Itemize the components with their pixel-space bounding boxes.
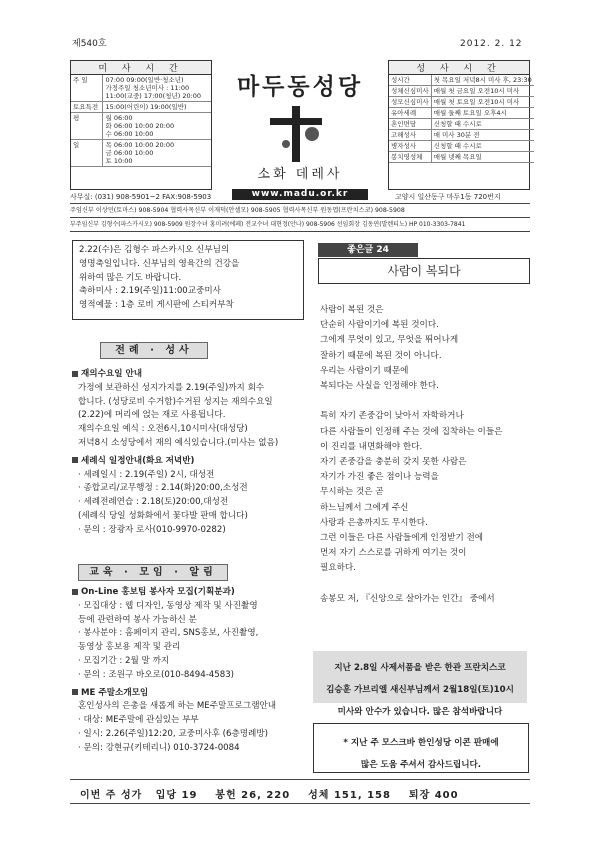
schedule-key: 토요특전 bbox=[71, 102, 103, 113]
notice-line: 2.22(수)은 김형수 파스카시오 신부님의 bbox=[79, 245, 230, 255]
sacrament-schedule-box bbox=[388, 60, 530, 190]
thanks-notice-box bbox=[313, 723, 529, 773]
schedule-row bbox=[389, 86, 534, 97]
schedule-row bbox=[389, 75, 534, 86]
item-line: · 대상: ME주말에 관심있는 부부 bbox=[78, 715, 199, 726]
contact-address: 고양시 일산동구 마두1동 720번지 bbox=[395, 193, 501, 201]
item-line: · 문의 : 조원구 바오로(010-8494-4583) bbox=[78, 669, 235, 680]
sacrament-schedule-table bbox=[389, 75, 534, 163]
gospel-line bbox=[320, 394, 530, 409]
item-heading-text: ME 주말소개모임 bbox=[81, 687, 149, 698]
contact-office: 사무실: (031) 908-5901~2 FAX:908-5903 bbox=[70, 193, 212, 201]
notice-line: 많은 도움 주셔서 감사드립니다. bbox=[360, 759, 482, 770]
gospel-line: 필요하다. bbox=[320, 563, 356, 574]
section-edu-title: 교육 · 모임 · 알림 bbox=[78, 564, 228, 581]
item-line: · 세례일시 : 2.19(주일) 2시, 대성전 bbox=[78, 469, 215, 480]
gospel-line: 무시하는 것은 곧 bbox=[320, 487, 384, 498]
gospel-line: 다른 사람들이 인정해 주는 것에 집착하는 이들은 bbox=[320, 426, 503, 437]
item-heading bbox=[72, 455, 302, 469]
gospel-line: 하느님께서 그에게 주신 bbox=[320, 502, 409, 513]
schedule-value: 매월 첫 금요일 오전10시 미사 bbox=[431, 86, 534, 97]
item-line: · 모집대상 : 웹 디자인, 동영상 제작 및 사진촬영 bbox=[78, 600, 258, 611]
item-line: · 문의 : 장광자 로사(010-9970-0282) bbox=[78, 524, 226, 535]
notice-line: 미사와 안수가 있습니다. 많은 참석바랍니다 bbox=[337, 707, 503, 718]
gospel-line: 자기 존중감을 충분히 갖지 못한 사람은 bbox=[320, 457, 467, 468]
schedule-key: 성시간 bbox=[389, 75, 431, 86]
gospel-line: 송봉모 저, 『신앙으로 살아가는 인간』 중에서 bbox=[320, 593, 495, 604]
parish-subtitle: 소화 데레사 bbox=[257, 167, 343, 182]
schedule-key: 고해성사 bbox=[389, 130, 431, 141]
gospel-tab: 좋은글 24 bbox=[318, 243, 418, 257]
gospel-line: 단순히 사람이기에 복된 것이다. bbox=[320, 320, 439, 331]
ordination-notice-box bbox=[313, 651, 527, 718]
item-heading bbox=[72, 368, 302, 382]
schedule-key: 일 bbox=[71, 140, 103, 167]
item-line: · 모집기간 : 2월 말 까지 bbox=[78, 655, 170, 666]
gospel-line: 자기가 가진 좋은 점이나 능력을 bbox=[320, 472, 439, 483]
hymn-footer: 이번 주 성가 입당 19 봉헌 26, 220 성체 151, 158 퇴장 400 bbox=[80, 790, 459, 801]
square-bullet-icon bbox=[72, 457, 78, 463]
schedule-key: 유아세례 bbox=[389, 108, 431, 119]
schedule-key: 병자성사 bbox=[389, 141, 431, 152]
gospel-title-box: 사람이 복되다 bbox=[318, 258, 530, 284]
edu-section bbox=[72, 586, 302, 756]
sacrament-schedule-heading: 성 사 시 간 bbox=[389, 61, 529, 75]
gospel-line: 이 진리를 내면화해야 한다. bbox=[320, 441, 423, 452]
schedule-row bbox=[71, 75, 211, 102]
item-line: · 종합교리/교무행정 : 2.14(화)20:00,소성전 bbox=[78, 483, 248, 494]
parish-name: 마두동성당 bbox=[236, 74, 364, 100]
issue-date: 2012. 2. 12 bbox=[460, 39, 523, 49]
item-line: 저녁8시 소성당에서 재의 예식있습니다.(미사는 없음) bbox=[78, 437, 279, 448]
feast-notice-box bbox=[72, 240, 304, 320]
item-heading-text: On-Line 홍보팀 봉사자 모집(기획분과) bbox=[81, 587, 235, 597]
schedule-value: 월 06:00 화 06:00 10:00 20:00 수 06:00 10:00 bbox=[103, 113, 211, 140]
gospel-line: 그에게 무엇이 있고, 무엇을 뛰어나게 bbox=[320, 335, 459, 346]
schedule-value: 매 미사 30분 전 bbox=[431, 130, 534, 141]
schedule-key: 성체신심미사 bbox=[389, 86, 431, 97]
schedule-value: 매월 첫 토요일 오전10시 미사 bbox=[431, 97, 534, 108]
gospel-line: 잘하기 때문에 복된 것이 아니다. bbox=[320, 350, 442, 361]
square-bullet-icon bbox=[72, 589, 78, 595]
item-heading bbox=[72, 687, 302, 701]
notice-line: 김승훈 가브리엘 새신부님께서 2월18일(토)10시 bbox=[326, 684, 514, 695]
schedule-row bbox=[389, 130, 534, 141]
item-line: 재의수요일 예식 : 오전6시,10시미사(대성당) bbox=[78, 424, 248, 435]
notice-line: 영적예물 : 1층 로비 게시판에 스티커부착 bbox=[79, 300, 234, 311]
schedule-row bbox=[71, 102, 211, 113]
notice-line: 지난 2.8일 사제서품을 받은 한관 프란치스코 bbox=[334, 662, 506, 673]
item-line: · 일시: 2.26(주일)12:20, 교중미사후 (6층명례방) bbox=[78, 728, 268, 739]
gospel-text bbox=[320, 303, 530, 607]
schedule-row bbox=[389, 108, 534, 119]
item-line: (2.22)에 머리에 얹는 재로 사용됩니다. bbox=[78, 410, 226, 421]
gospel-line: 복되다는 사실을 인정해야 한다. bbox=[320, 381, 439, 392]
schedule-value: 07:00 09:00(일반·청소년) 가정주일 청소년미사 : 11:00 11:00(교중) 17:00(청년) 20:00 bbox=[103, 75, 211, 102]
gospel-line: 그런 이들은 다른 사람들에게 인정받기 전에 bbox=[320, 533, 484, 544]
notice-line: 위하여 많은 기도 바랍니다. bbox=[79, 272, 182, 283]
schedule-key: 평 bbox=[71, 113, 103, 140]
schedule-key: 성모신심미사 bbox=[389, 97, 431, 108]
schedule-value: 신청할 때 수시로 bbox=[431, 141, 534, 152]
section-liturgy-title: 전례 · 성사 bbox=[100, 342, 208, 359]
item-line: 등에 관련하여 봉사 가능하신 분 bbox=[78, 614, 197, 625]
gospel-line bbox=[320, 577, 530, 592]
square-bullet-icon bbox=[72, 689, 78, 695]
gospel-line: 우리는 사람이기 때문에 bbox=[320, 365, 409, 376]
gospel-line: 사랑과 은총까지도 무시한다. bbox=[320, 517, 428, 528]
schedule-row bbox=[389, 119, 534, 130]
website-bar[interactable]: www.madu.or.kr bbox=[232, 189, 368, 200]
mass-schedule-table bbox=[71, 75, 211, 167]
schedule-value: 매월 둘째 토요일 오후4시 bbox=[431, 108, 534, 119]
schedule-key: 봉치영성체 bbox=[389, 152, 431, 163]
schedule-row bbox=[71, 140, 211, 167]
square-bullet-icon bbox=[72, 371, 78, 377]
gospel-line: 먼저 자기 스스로를 귀하게 여기는 것이 bbox=[320, 548, 467, 559]
issue-number: 제540호 bbox=[72, 39, 107, 49]
item-line: 가정에 보관하신 성지가지를 2.19(주일)까지 회수 bbox=[78, 382, 265, 393]
cross-emblem bbox=[264, 104, 328, 164]
item-line: (세례식 당일 성화화에서 꽃다발 판매 합니다) bbox=[78, 510, 248, 521]
notice-line: * 지난 주 모스크바 한인성당 이콘 판매에 bbox=[343, 737, 499, 748]
schedule-value: 매월 넷째 목요일 bbox=[431, 152, 534, 163]
gospel-line: 사람이 복된 것은 bbox=[320, 305, 384, 315]
gospel-line: 특히 자기 존중감이 낮아서 자학하거나 bbox=[320, 411, 464, 422]
item-heading bbox=[72, 586, 302, 600]
notice-line: 축하미사 : 2.19(주일)11:00교중미사 bbox=[79, 286, 221, 297]
schedule-row bbox=[389, 152, 534, 163]
mass-schedule-heading: 미 사 시 간 bbox=[71, 61, 211, 75]
item-heading-text: 세례식 일정안내(화요 저녁반) bbox=[81, 455, 195, 466]
schedule-value: 15:00(어린이) 19:00(일반) bbox=[103, 102, 211, 113]
item-line: 합니다. (성당로비 수거함)수거된 성지는 재의수요일 bbox=[78, 396, 273, 407]
contact-priests: 주임신부 이상민(토마스) 908-5904 협력사목신부 이재덕(안셀모) 908-5905 협력사목신부 원동엽(프란치스코) 908-5908 bbox=[70, 207, 405, 214]
item-line: · 세례전례연습 : 2.18(토)20:00,대성전 bbox=[78, 497, 229, 508]
contact-staff: 부주임신부 김형수(파스카시오) 908-5909 원장수녀 홍미려(에페) 전교수녀 대현정(안나) 908-5906 선임회장 김동연(발렌티노) HP 010-3303-7841 bbox=[70, 221, 466, 228]
notice-line: 영명축일입니다. 신부님의 영육간의 건강을 bbox=[79, 258, 240, 269]
schedule-key: 주 일 bbox=[71, 75, 103, 102]
item-line: · 문의: 강현규(키테리니) 010-3724-0084 bbox=[78, 742, 240, 753]
item-line: · 봉사분야 : 홈페이지 관리, SNS홍보, 사진촬영, bbox=[78, 628, 259, 639]
liturgy-section bbox=[72, 368, 302, 538]
schedule-row bbox=[389, 97, 534, 108]
item-heading-text: 재의수요일 안내 bbox=[81, 369, 143, 379]
schedule-value: 목 06:00 10:00 20:00 금 06:00 10:00 토 10:00 bbox=[103, 140, 211, 167]
item-line: 혼인성사의 은총을 새롭게 하는 ME주말프로그램안내 bbox=[78, 701, 277, 712]
schedule-row bbox=[389, 141, 534, 152]
schedule-value: 첫 목요일 저녁8시 미사 후, 23:30 bbox=[431, 75, 534, 86]
schedule-key: 혼인면담 bbox=[389, 119, 431, 130]
mass-schedule-box bbox=[70, 60, 212, 190]
schedule-value: 신청할 때 수시로 bbox=[431, 119, 534, 130]
schedule-row bbox=[71, 113, 211, 140]
item-line: 동영상 홍보용 제작 및 관리 bbox=[78, 642, 181, 653]
